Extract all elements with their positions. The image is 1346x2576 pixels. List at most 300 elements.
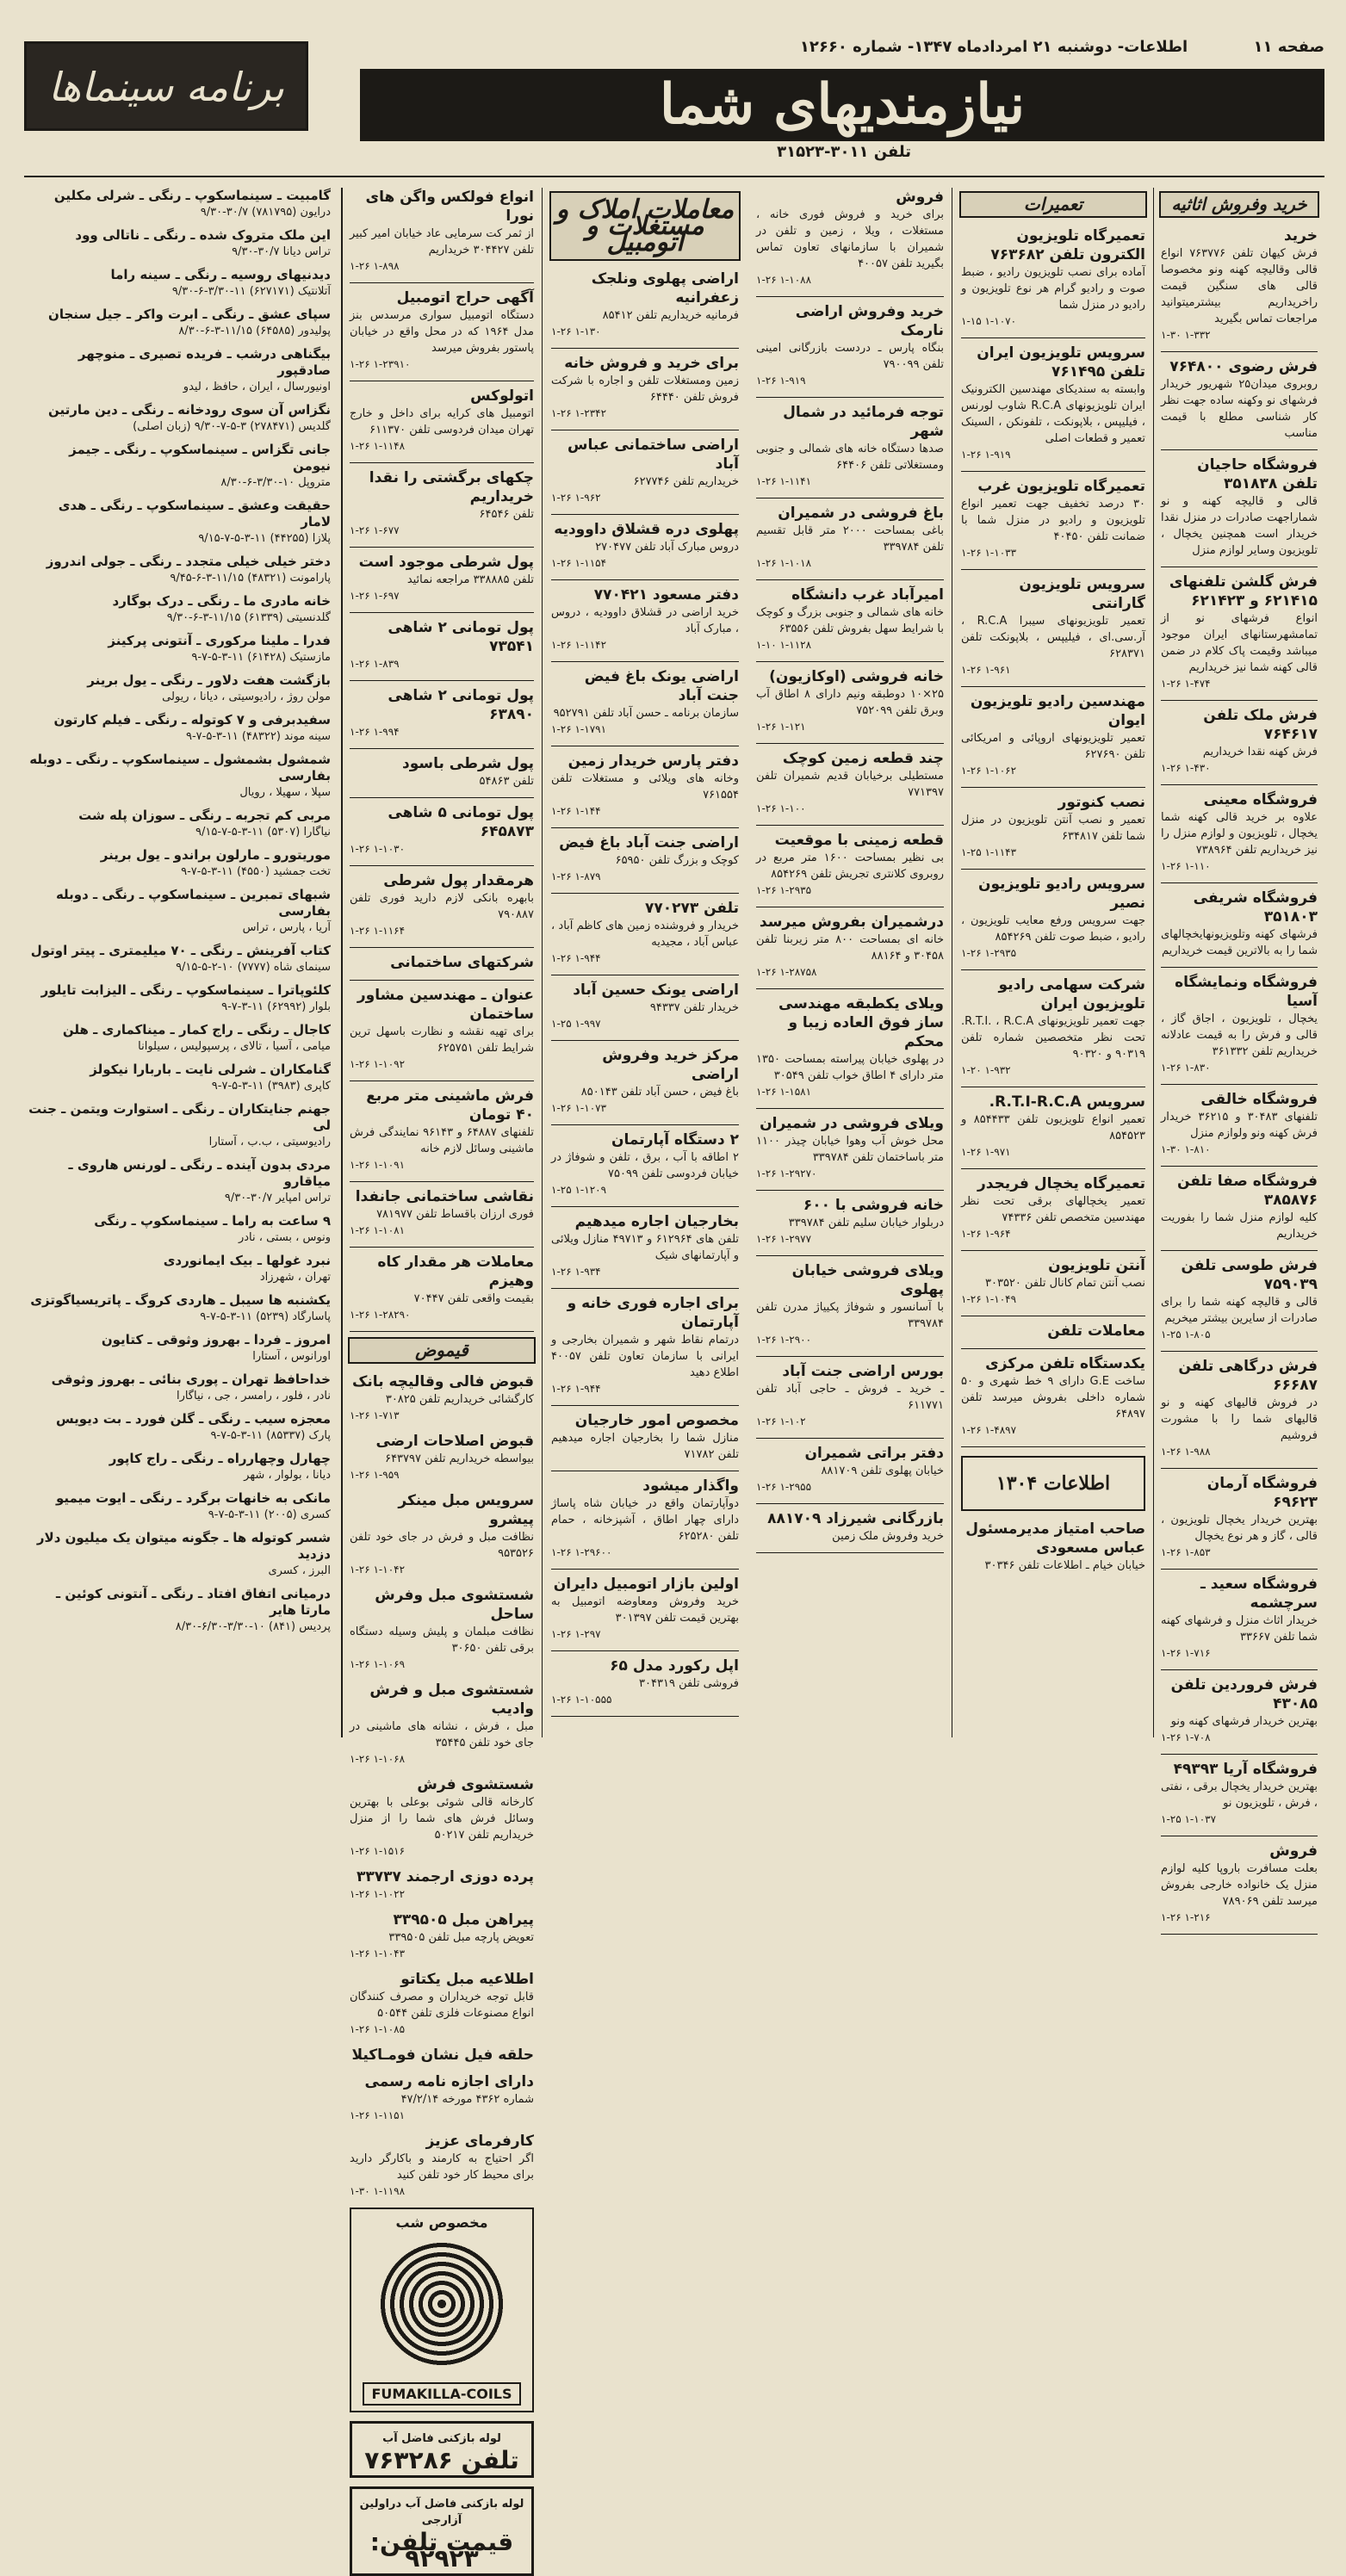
ad-title: آگهی حراج اتومبیل xyxy=(396,289,534,307)
film-title: خداحافظ تهران ـ پوری بنائی ـ بهروز وثوقی xyxy=(51,1372,331,1387)
ad-code: ۱-۲۶ ۱-۶۹۷ xyxy=(350,590,400,602)
ad-separator xyxy=(350,612,534,613)
film-title: موریتورو ـ مارلون براندو ـ یول برینر xyxy=(100,847,331,863)
cinema-listing xyxy=(24,1101,334,1150)
ad-body: تلفنهای ۳۰۴۸۳ و ۳۶۲۱۵ خریدار فرش کهنه ونو ولوازم منزل xyxy=(1161,1111,1318,1140)
classified-ad xyxy=(343,553,541,604)
ad-code: ۱-۲۶ ۱-۹۳۴ xyxy=(551,1266,601,1278)
film-title: خانه مادری ما ـ رنگی ـ درک بوگارد xyxy=(112,593,331,609)
ad-body: ۲۵×۱۰ دوطبقه ونیم دارای ۸ اطاق آب وبرق تلفن ۷۵۲۰۹۹ xyxy=(756,688,944,717)
classified-ad xyxy=(544,667,746,738)
ad-title: دفتر براتی شمیران xyxy=(804,1445,944,1462)
film-title: جانی تگزاس ـ سینماسکوپ ـ رنگی ـ جیمز نیومن xyxy=(69,442,331,474)
cinema-listing xyxy=(24,267,334,300)
classified-ad xyxy=(343,1867,541,1903)
classified-ad xyxy=(954,226,1152,330)
ad-title: شستشوی مبل و فرش وادیب xyxy=(369,1681,534,1718)
ad-body: علاوه بر خرید قالی کهنه شما یخچال ، تلویزیون و لوازم منزل را نیز خریداریم تلفن ۷۳۸۹۶۴ xyxy=(1161,811,1318,857)
cinema-listing xyxy=(24,307,334,339)
classified-ad xyxy=(343,618,541,672)
cinema-listing xyxy=(24,712,334,745)
cinema-listing xyxy=(24,1372,334,1404)
film-title: یکشنبه ها سیبل ـ هاردی کروگ ـ پاتریسیاگوتزی xyxy=(30,1292,331,1308)
ad-separator xyxy=(551,1569,739,1570)
page-header xyxy=(24,24,1324,161)
classified-ad xyxy=(954,1174,1152,1242)
ad-body: در فروش قالیهای کهنه و نو قالیهای شما را با مشورت فروشیم xyxy=(1161,1396,1318,1442)
issue-date: اطلاعات- دوشنبه ۲۱ امردادماه ۱۳۴۷- شماره ۱۲۶۶۰ xyxy=(799,38,1188,56)
ad-body: جهت سرویس ورفع معایب تلویزیون ، رادیو ، ضبط صوت تلفن ۸۵۴۲۶۹ xyxy=(961,914,1145,944)
ad-code: ۱-۲۶ ۱-۲۹۷۷ xyxy=(756,1233,812,1245)
ad-title: فرش فروردین تلفن ۴۳۰۸۵ xyxy=(1170,1676,1318,1712)
ad-code: ۱-۲۶ ۱-۴۳۰ xyxy=(1161,762,1211,774)
ad-title: سرویس مبل مینکر پیشرو xyxy=(398,1492,534,1528)
ad-code: ۱-۲۶ ۱-۲۹۳۵ xyxy=(756,884,812,896)
film-showtimes: پولیدور (۶۴۵۸۵) ۱۱/۱۵-۳-۶-۸/۳۰ xyxy=(178,325,331,337)
ad-body: زمین ومستغلات تلفن و اجاره با شرکت فروش تلفن ۶۴۴۴۰ xyxy=(551,375,739,404)
ad-body: وخانه های ویلائی و مستغلات تلفن ۷۶۱۵۵۴ xyxy=(551,772,739,802)
drain-ad xyxy=(350,2421,534,2478)
ad-title: فروشگاه آریا ۴۹۳۹۳ xyxy=(1173,1761,1318,1778)
ad-title: انواع فولکس واگن های نورا xyxy=(365,189,534,225)
ad-code: ۱-۲۶ ۱-۲۸۲۹۰ xyxy=(350,1309,411,1321)
ad-title: نصب کنوتور xyxy=(1058,794,1145,811)
film-showtimes: رادیوسیتی ، ب.ب ، آستارا xyxy=(208,1136,331,1149)
classified-ad xyxy=(954,692,1152,779)
ad-body: بیواسطه خریداریم تلفن ۶۴۳۷۹۷ xyxy=(385,1452,534,1465)
ad-title: ویلای یکطبقه مهندسی ساز فوق العاده زیبا و محکم xyxy=(778,995,944,1050)
ad-title: اراضی ساختمانی عباس آباد xyxy=(568,437,739,473)
classified-ad xyxy=(343,1253,541,1323)
ad-title: پول شرطی باسود xyxy=(402,755,534,772)
ad-code: ۱-۲۶ ۱-۹۷۱ xyxy=(961,1146,1011,1158)
classified-ad xyxy=(954,975,1152,1079)
film-showtimes: مولن روژ ، رادیوسیتی ، دیانا ، ریولی xyxy=(162,690,331,703)
ad-title: امیرآباد غرب دانشگاه xyxy=(791,586,944,604)
ad-title: بورس اراضی جنت آباد xyxy=(782,1363,944,1380)
film-title: امروز ـ فردا ـ بهروز وثوقی ـ کتایون xyxy=(101,1332,331,1347)
film-showtimes: پردیس (۸۴۱) ۱۰-۳/۳۰-۶/۳۰-۸/۳۰ xyxy=(175,1620,331,1633)
classified-ad xyxy=(954,1354,1152,1439)
issue-line xyxy=(800,38,1324,56)
classified-ad xyxy=(1154,1357,1324,1460)
film-title: دیدنیهای روسیه ـ رنگی ـ سینه راما xyxy=(110,267,331,282)
classified-ad xyxy=(749,1261,951,1348)
cinema-listing xyxy=(24,1062,334,1094)
ad-code: ۱-۲۶ ۱-۴۷۴ xyxy=(1161,678,1211,690)
classified-ad xyxy=(1154,889,1324,959)
film-showtimes: تراس امپایر ۳۰/۷-۹/۳۰ xyxy=(224,1192,331,1204)
film-title: بیگناهی درشب ـ فریده تصیری ـ منوچهر صادقپور xyxy=(78,346,331,378)
classified-ad xyxy=(1154,1675,1324,1746)
ad-code: ۱-۲۶ ۱-۱۰۸۸ xyxy=(756,274,812,286)
classified-ad xyxy=(954,875,1152,962)
ad-body: اتومبیل های کرایه برای داخل و خارج تهران میدان فردوسی تلفن ۶۱۱۳۷۰ xyxy=(350,407,534,437)
ad-code: ۱-۲۶ ۱-۱۰۲۲ xyxy=(350,1888,406,1900)
film-showtimes: گلدنسیتی (۶۱۳۳۹) ۱۱/۱۵-۳-۶-۹/۳۰ xyxy=(166,611,331,624)
classified-ad xyxy=(343,803,541,858)
ad-title: تعمیرگاه تلویزیون غرب xyxy=(977,478,1145,495)
ad-title: دفتر مسعود ۷۷۰۴۲۱ xyxy=(593,586,739,604)
ad-body: کارخانه قالی شوئی بوعلی با بهترین وسائل فرش های شما را از منزل خریداریم تلفن ۵۰۲۱۷ xyxy=(350,1796,534,1842)
film-title: گامبیت ـ سینماسکوپ ـ رنگی ـ شرلی مکلین xyxy=(53,188,331,203)
ad-body: نظافت مبل و فرش در جای خود تلفن ۹۵۳۵۲۶ xyxy=(350,1531,534,1560)
cinema-listing xyxy=(24,1253,334,1285)
ad-code: ۱-۲۶ ۱-۹۹۴ xyxy=(350,726,400,738)
film-title: حقیقت وعشق ـ سینماسکوپ ـ رنگی ـ هدی لامار xyxy=(58,498,331,529)
ad-separator xyxy=(551,1288,739,1289)
classified-ad xyxy=(343,2046,541,2065)
ad-body: خریدار اثاث منزل و فرشهای کهنه شما تلفن ۳۳۶۶۷ xyxy=(1161,1614,1318,1644)
ad-title: شرکت سهامی رادیو تلویزیون ایران xyxy=(998,976,1145,1012)
classified-ad xyxy=(749,504,951,572)
ad-body: در پهلوی خیابان پیراسته بمساحت ۱۳۵۰ متر دارای ۴ اطاق خواب تلفن ۳۰۵۴۹ xyxy=(756,1053,944,1082)
column-real-estate xyxy=(749,188,951,1737)
masthead: نیازمندیهای شما xyxy=(360,69,1324,141)
classified-ad xyxy=(954,477,1152,561)
cinema-listing xyxy=(24,887,334,936)
ad-body: خانه های شمالی و جنوبی بزرگ و کوچک با شرایط سهل بفروش تلفن ۶۳۵۵۶ xyxy=(756,606,944,635)
classified-ad xyxy=(544,1411,746,1463)
ad-title: تعمیرگاه یخچال فریجدر xyxy=(977,1175,1145,1192)
ad-code: ۱-۲۶ ۱-۱۰۷۳ xyxy=(551,1102,607,1114)
ad-separator xyxy=(756,661,944,662)
ad-title: اراضی پهلوی ونلجک زعفرانیه xyxy=(591,270,739,307)
ad-title: چکهای برگشتی را نقدا خریداریم xyxy=(369,469,534,505)
ad-title: فروشگاه سعید ـ سرچشمه xyxy=(1200,1576,1318,1612)
ad-code: ۱-۲۶ ۱-۸۷۹ xyxy=(551,870,601,882)
ad-title: اپل رکورد مدل ۶۵ xyxy=(610,1657,739,1675)
ad-code: ۱-۲۶ ۱-۱۱۰ xyxy=(1161,860,1211,872)
classified-ad xyxy=(343,686,541,740)
ad-separator xyxy=(756,743,944,744)
classified-ad xyxy=(343,188,541,275)
ettelaat-logo: اطلاعات ۱۳۰۴ xyxy=(961,1456,1145,1511)
ad-body: قالی و قالیچه کهنه و نو شماراجهت صادرات در منزل نقدا خریدار است همچنین یخچال ، تلویزیون وسایر لوازم منزل xyxy=(1161,495,1318,557)
ad-body: بعلت مسافرت باروپا کلیه لوازم منزل یک خانواده خارجی بفروش میرسد تلفن ۷۸۹۰۶۹ xyxy=(1161,1862,1318,1908)
classified-ad xyxy=(749,1196,951,1248)
ad-body: از ثمر کت سرمایی عاد خیابان امیر کبیر تلفن ۳۰۴۴۲۷ خریداریم xyxy=(350,227,534,257)
ad-separator xyxy=(350,282,534,283)
classified-ad xyxy=(343,1372,541,1424)
classified-ad xyxy=(343,754,541,790)
ad-separator xyxy=(961,337,1145,338)
ad-body: بهترین خریدار یخچال برقی ، نفتی ، فرش ، تلویزیون نو xyxy=(1161,1780,1318,1810)
ad-code: ۱-۲۶ ۱-۲۱۶ xyxy=(1161,1911,1211,1923)
ad-separator xyxy=(961,1446,1145,1447)
ad-body: صدها دستگاه خانه های شمالی و جنوبی ومستغلاتی تلفن ۶۴۴۰۶ xyxy=(756,443,944,472)
fumakilla-ad xyxy=(350,2208,534,2412)
classified-ad xyxy=(544,1046,746,1117)
classified-ad xyxy=(954,1322,1152,1341)
classified-ad xyxy=(343,288,541,373)
ad-code: ۱-۲۶ ۱-۲۳۴۲ xyxy=(551,407,607,419)
film-showtimes: تخت جمشید (۴۵۵۰) ۱۱-۳-۵-۷-۹ xyxy=(181,865,331,878)
ad-code: ۱-۳۰ ۱-۸۱۰ xyxy=(1161,1143,1211,1155)
classified-ad xyxy=(544,1656,746,1708)
ad-code: ۱-۲۶ ۱-۹۱۹ xyxy=(961,449,1011,461)
ad-code: ۱-۲۶ ۱-۲۳۹۱۰ xyxy=(350,358,411,370)
ad-code: ۱-۲۶ ۱-۱۵۸۱ xyxy=(756,1086,812,1098)
ad-title: پهلوی دره قشلاق داوودیه xyxy=(554,521,739,538)
cinema-listing xyxy=(24,943,334,975)
ad-code: ۱-۲۶ ۱-۱۱۴۸ xyxy=(350,440,406,452)
ad-body: تعویض پارچه مبل تلفن ۳۳۹۵۰۵ xyxy=(388,1931,534,1944)
ad-code: ۱-۲۶ ۱-۱۰۴۹ xyxy=(961,1293,1017,1305)
ad-body: تعمیر تلویزیونهای سیبرا R.C.A ، آر.سی.ای ، فیلیپس ، بلاپونکت تلفن ۶۲۸۳۷۱ xyxy=(961,615,1145,660)
ad-code: ۱-۲۶ ۱-۶۷۷ xyxy=(350,524,400,536)
film-showtimes: پلازا (۴۴۲۵۵) ۱۱-۳-۵-۷-۹/۱۵ xyxy=(198,532,331,545)
ad-title: فروشگاه معینی xyxy=(1203,791,1318,808)
classified-ad xyxy=(749,302,951,389)
ad-title: خرید وفروش اراضی نارمک xyxy=(795,303,944,339)
ad-title: مخصوص امور خارجیان xyxy=(574,1412,739,1429)
ad-title: هرمقدار پول شرطی xyxy=(383,872,534,889)
ad-title: شستشوی فرش xyxy=(417,1776,534,1793)
classified-ad xyxy=(1154,573,1324,692)
classified-ad xyxy=(343,2132,541,2200)
ad-body: ۳۰ درصد تخفیف جهت تعمیر انواع تلویزیون و رادیو در منزل شما با ضمانت تلفن ۴۰۴۵۰ xyxy=(961,498,1145,543)
ad-title: فرش رضوی ۷۶۴۸۰۰ xyxy=(1169,358,1318,375)
ad-body: کارگشائی خریداریم تلفن ۳۰۸۲۵ xyxy=(385,1393,534,1406)
column-repairs xyxy=(954,188,1152,1737)
ad-body: فوری ارزان باقساط تلفن ۷۸۱۹۷۷ xyxy=(376,1208,534,1221)
ad-body: تلفن ۵۴۸۶۳ xyxy=(479,775,534,788)
publisher-address: خیابان خیام ـ اطلاعات تلفن ۳۰۳۴۶ xyxy=(984,1559,1145,1572)
ad-title: تلفن ۷۷۰۲۷۳ xyxy=(644,900,739,917)
ad-code: ۱-۲۶ ۱-۱۱۵۱ xyxy=(350,2109,406,2121)
col4-heading: معاملات املاک و مستغلات و اتومبیل xyxy=(549,191,741,261)
film-title: چهارل وچهارراه ـ رنگی ـ راج کاپور xyxy=(109,1451,331,1466)
ad-separator xyxy=(551,1206,739,1207)
publisher: صاحب امتیاز مدیرمسئول عباس مسعودی xyxy=(965,1520,1145,1557)
ad-code: ۱-۲۶ ۱-۱۰۳۰ xyxy=(350,843,406,855)
film-showtimes: اونیورسال ، ایران ، حافظ ، لیدو xyxy=(183,381,331,393)
ad-separator xyxy=(756,1356,944,1357)
ad-body: فرش کیهان تلفن ۷۶۳۷۷۶ انواع قالی وقالیچه کهنه ونو مخصوصا قالی های سنگین قیمت راخریداریم بیشترمیتوانید مراجعات تماس بگیرید xyxy=(1161,247,1318,325)
ad-code: ۱-۲۵ ۱-۱۲۰۹ xyxy=(551,1184,607,1196)
ad-body: بابهره بانکی لازم دارید فوری تلفن ۷۹۰۸۸۷ xyxy=(350,892,534,921)
ad-code: ۱-۲۶ ۱-۱۷۹۱ xyxy=(551,723,607,735)
ad-title: تعمیرگاه تلویزیون الکترون تلفن ۷۶۳۶۸۲ xyxy=(990,227,1145,263)
ad-title: فروشگاه آرمان ۶۹۶۲۳ xyxy=(1206,1475,1318,1511)
ad-separator xyxy=(961,1250,1145,1251)
ad-title: سرویس رادیو تلویزیون نصیر xyxy=(978,876,1145,912)
ad-separator xyxy=(756,1255,944,1256)
ad-title: معاملات هر مقدار کاه وهیزم xyxy=(377,1254,534,1290)
ad-body: تلفن های ۶۱۲۹۶۴ و ۴۹۷۱۳ منازل ویلائی و آپارتمانهای شیک xyxy=(551,1233,739,1262)
classified-ad xyxy=(343,1970,541,2038)
ad-code: ۱-۱۵ ۱-۱۰۷۰ xyxy=(961,315,1017,327)
film-title: بازگشت هفت دلاور ـ رنگی ـ یول برینر xyxy=(87,672,331,688)
ad-code: ۱-۲۶ ۱-۱۱۶۴ xyxy=(350,925,406,937)
film-showtimes: تراس دیانا ۳۰/۷-۹/۳۰ xyxy=(232,245,331,258)
ad-title: ویلای فروشی خیابان پهلوی xyxy=(791,1262,944,1298)
ad-body: کلیه لوازم منزل شما را بفوریت خریداریم xyxy=(1161,1211,1318,1241)
column-finance xyxy=(343,188,541,2573)
ad-title: فروش xyxy=(896,189,944,206)
ad-code: ۱-۲۶ ۱-۱۰۳۳ xyxy=(961,547,1017,559)
ad-body: بهترین خریدار یخچال تلویزیون ، قالی ، گاز و هر نوع یخچال xyxy=(1161,1514,1318,1543)
classified-ad xyxy=(1154,226,1324,344)
ad-separator xyxy=(961,1168,1145,1169)
classified-ad xyxy=(1154,1760,1324,1828)
ad-separator xyxy=(756,825,944,826)
ad-code: ۱-۲۶ ۱-۱۱۵۴ xyxy=(551,557,607,569)
ad-separator xyxy=(961,969,1145,970)
ad-code: ۱-۲۶ ۱-۷۱۶ xyxy=(1161,1647,1211,1659)
film-showtimes: نادر ، فلور ، رامسر ، جی ، نیاگارا xyxy=(176,1390,331,1403)
ad-body: جهت تعمیر تلویزیونهای R.T.I. ، R.C.A. تحت نظر متخصصین شماره تلفن ۹۰۳۱۹ و ۹۰۳۲۰ xyxy=(961,1015,1145,1061)
ad-code: ۱-۲۶ ۱-۲۸۷۵۸ xyxy=(756,966,817,978)
ad-title: خانه فروشی (اوکازیون) xyxy=(769,668,944,685)
classified-ad xyxy=(954,575,1152,678)
ad-separator xyxy=(1161,1934,1318,1935)
classified-ad xyxy=(1154,790,1324,875)
cinema-listing xyxy=(24,442,334,491)
film-showtimes: آریا ، پارس ، تراس xyxy=(242,921,331,934)
ad-body: منازل شما را بخارجیان اجاره میدهیم تلفن ۷۱۷۸۲ xyxy=(551,1432,739,1461)
classified-ad xyxy=(544,981,746,1032)
ad-body: خریدار و فروشنده زمین های کاظم آباد ، عباس آباد ، مجیدیه xyxy=(551,920,739,949)
ad-body: فرشهای کهنه وتلویزیونهایخچالهای شما را به بالاترین قیمت خریداریم xyxy=(1161,928,1318,957)
classified-ad xyxy=(544,1130,746,1198)
ad-title: مرکز خرید وفروش اراضی xyxy=(602,1047,739,1083)
ad-separator xyxy=(756,1190,944,1191)
ad-separator xyxy=(1161,1166,1318,1167)
ad-title: نقاشی ساختمانی جانفدا xyxy=(355,1188,534,1205)
classified-ad xyxy=(954,344,1152,463)
ad-body: آماده برای نصب تلویزیون رادیو ، ضبط صوت و رادیو گرام هر نوع تلویزیون و رادیو در منزل شما xyxy=(961,266,1145,312)
cinema-listing xyxy=(24,593,334,626)
ad-separator xyxy=(350,462,534,463)
drain-ad-phone: تلفن ۷۶۳۲۸۶ xyxy=(364,2446,519,2474)
film-title: مانکی به خانهات برگرد ـ رنگی ـ ایوت میمیو xyxy=(55,1490,331,1506)
ad-body: قابل توجه خریداران و مصرف کنندگان انواع مصنوعات فلزی تلفن ۵۰۵۴۴ xyxy=(350,1991,534,2020)
cinema-listing xyxy=(24,402,334,435)
ad-code: ۱-۲۵ ۱-۹۹۷ xyxy=(551,1018,601,1030)
classified-ad xyxy=(343,953,541,972)
column-furniture-trade xyxy=(1154,188,1324,1923)
ad-separator xyxy=(350,1331,534,1332)
ad-code: ۱-۲۶ ۱-۱۰۵۵۵ xyxy=(551,1694,612,1706)
ad-title: شرکتهای ساختمانی xyxy=(390,954,534,971)
ad-title: بازرگانی شیرزاد ۸۸۱۷۰۹ xyxy=(767,1510,944,1527)
ad-code: ۱-۲۶ ۱-۱۵۱۶ xyxy=(350,1845,406,1857)
ad-body: برای خرید و فروش فوری خانه ، مستغلات ، ویلا ، زمین و تلفن در شمیران با سازمانهای تعاون تماس بگیرید تلفن ۴۰۰۵۷ xyxy=(756,208,944,270)
ad-body: تعمیر انواع تلویزیون تلفن ۸۵۴۴۳۳ و ۸۵۴۵۲۳ xyxy=(961,1113,1145,1142)
ad-separator xyxy=(961,686,1145,687)
ad-separator xyxy=(1161,1754,1318,1755)
ad-title: آنتن تلویزیون xyxy=(1048,1257,1145,1274)
ad-separator xyxy=(1161,1351,1318,1352)
film-showtimes: سپلا ، سهیلا ، رویال xyxy=(239,786,331,799)
ad-body: قالی و قالیچه کهنه شما را برای صادرات از سایرین بیشتر میخریم xyxy=(1161,1296,1318,1325)
column-estate-auto xyxy=(544,188,746,1737)
ad-title: فروشگاه شریفی ۳۵۱۸۰۳ xyxy=(1193,889,1318,926)
film-showtimes: پارامونت (۴۸۳۲۱) ۱۱/۱۵-۳-۶-۹/۴۵ xyxy=(170,572,331,585)
drain-ad-2-title: لوله بازکنی فاضل آب دراولین آزارجی xyxy=(359,2498,524,2527)
ad-separator xyxy=(961,471,1145,472)
ad-body: تعمیر و نصب آنتن تلویزیون در منزل شما تلفن ۶۳۴۸۱۷ xyxy=(961,814,1145,843)
ad-body: باغی بمساحت ۲۰۰۰ متر قابل تقسیم تلفن ۳۳۹۷۸۴ xyxy=(756,524,944,554)
cinema-listing xyxy=(24,672,334,705)
classified-ad xyxy=(343,387,541,455)
ad-code: ۱-۲۶ ۱-۹۱۹ xyxy=(756,375,806,387)
film-showtimes: آتلانتیک (۶۲۷۱۷۱) ۱۱-۳/۳۰-۶-۹/۳۰ xyxy=(171,285,331,298)
ad-body: با آسانسور و شوفاژ پکییاژ مدرن تلفن ۳۳۹۷۸۴ xyxy=(756,1301,944,1330)
cinema-listing xyxy=(24,847,334,880)
film-title: گنامکاران ـ شرلی نایت ـ باربارا نیکولز xyxy=(90,1062,331,1077)
classified-ad xyxy=(544,752,746,820)
ad-separator xyxy=(350,865,534,866)
ad-separator xyxy=(551,827,739,828)
ad-body: تلفنهای ۶۴۸۸۷ و ۹۶۱۴۳ نمایندگی فرش ماشینی وسائل لازم خانه xyxy=(350,1126,534,1155)
classified-ad xyxy=(544,1575,746,1643)
film-showtimes: تهران ، شهرزاد xyxy=(259,1271,331,1284)
ad-title: اراضی یونک حسین آباد xyxy=(573,981,739,999)
film-showtimes: بلوار (۶۲۹۹۲) ۱۱-۳-۷-۹ xyxy=(221,1000,331,1013)
cinema-listing xyxy=(24,554,334,586)
ad-title: دارای اجازه نامه رسمی xyxy=(364,2073,534,2090)
ad-code: ۱-۲۶ ۱-۲۹۳۵ xyxy=(961,947,1017,959)
ad-title: سرویس تلویزیون ایران تلفن ۷۶۱۴۹۵ xyxy=(977,344,1145,381)
ad-body: دربلوار خیابان سلیم تلفن ۳۳۹۷۸۴ xyxy=(788,1217,944,1229)
ad-separator xyxy=(1161,1669,1318,1670)
ad-body: ساخت G.E دارای ۹ خط شهری و ۵۰ شماره داخلی بفروش میرسد تلفن ۶۴۸۹۷ xyxy=(961,1375,1145,1421)
classified-ad xyxy=(343,1432,541,1483)
ad-title: پول تومانی ۲ شاهی ۷۳۵۴۱ xyxy=(388,619,534,655)
ad-title: فروشگاه حاجیان تلفن ۳۵۱۸۳۸ xyxy=(1197,456,1318,492)
ad-body: بی نظیر بمساحت ۱۶۰۰ متر مربع در روبروی کلانتری تجریش تلفن ۸۵۴۲۶۹ xyxy=(756,851,944,881)
ad-code: ۱-۲۶ ۱-۹۸۸ xyxy=(1161,1446,1211,1458)
classified-ad xyxy=(749,994,951,1100)
cinema-listing xyxy=(24,1411,334,1444)
ad-body: یخچال ، تلویزیون ، اجاق گاز ، قالی و فرش را به قیمت عادلانه خریداریم تلفن ۳۶۱۳۳۲ xyxy=(1161,1012,1318,1058)
ad-code: ۱-۲۶ ۱-۱۴۴ xyxy=(551,805,601,817)
ad-code: ۱-۲۶ ۱-۱۱۴۱ xyxy=(756,475,812,487)
ad-separator xyxy=(350,1181,534,1182)
film-showtimes: پارک (۸۵۳۳۷) ۱۱-۳-۵-۷-۹ xyxy=(210,1429,331,1442)
ad-code: ۱-۲۶ ۱-۱۰۸۱ xyxy=(350,1224,406,1236)
ad-title: برای اجاره فوری خانه و آپارتمان xyxy=(567,1295,739,1331)
ad-body: سازمان برنامه ـ حسن آباد تلفن ۹۵۲۷۹۱ xyxy=(553,707,739,720)
ad-title: فروشگاه ونمایشگاه آسیا xyxy=(1175,974,1318,1010)
ad-code: ۱-۳۰ ۱-۱۱۹۸ xyxy=(350,2185,406,2197)
ad-body: محل خوش آب وهوا خیابان چیذر ۱۱۰۰ متر باساختمان تلفن ۳۳۹۷۸۴ xyxy=(756,1135,944,1164)
classified-ad xyxy=(544,833,746,885)
film-title: درمیانی اتفاق افتاد ـ رنگی ـ آنتونی کوئین ـ مارتا هاير xyxy=(55,1586,331,1618)
ad-code: ۱-۲۶ ۱-۱۰۶۲ xyxy=(961,765,1017,777)
film-showtimes: نیاگارا (۵۳۰۷) ۱۱-۳-۵-۷-۹/۱۵ xyxy=(195,826,331,839)
ad-code: ۱-۲۶ ۱-۹۵۹ xyxy=(350,1469,400,1481)
film-title: سپای عشق ـ رنگی ـ ابرت واکر ـ جیل سنجان xyxy=(48,307,331,322)
classified-ad xyxy=(749,188,951,288)
classified-ad xyxy=(749,1444,951,1495)
classified-ad xyxy=(343,468,541,539)
ad-code: ۱-۱۰ ۱-۱۱۲۸ xyxy=(756,639,812,651)
ad-code: ۱-۲۵ ۱-۱۰۳۷ xyxy=(1161,1813,1217,1825)
column-cinema xyxy=(24,188,334,1737)
ad-title: توجه فرمائید در شمال شهر xyxy=(783,404,944,440)
ad-separator xyxy=(551,661,739,662)
classified-ad xyxy=(343,1187,541,1239)
drain-ad-title: لوله بازکنی فاضل آب xyxy=(382,2432,501,2445)
masthead-phone: تلفن ۳۰۱۱-۳۱۵۲۳ xyxy=(777,143,911,161)
ad-code: ۱-۲۶ ۱-۸۳۹ xyxy=(350,658,400,670)
ad-separator xyxy=(756,1552,944,1553)
ad-title: اطلاعیه مبل یکتاتو xyxy=(400,1971,534,1988)
